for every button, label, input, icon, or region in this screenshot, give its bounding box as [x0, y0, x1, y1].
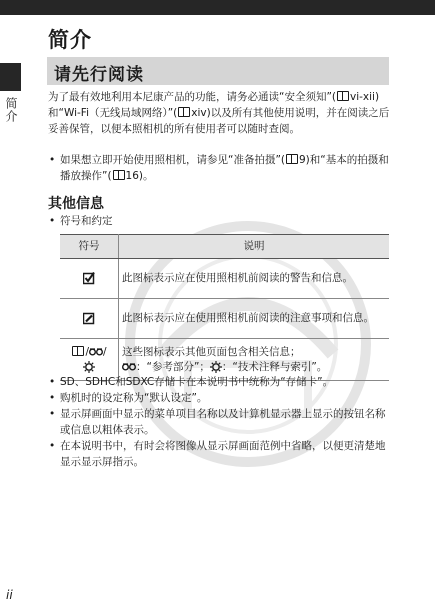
list-item: • 显示屏画面中显示的菜单项目名称以及计算机显示器上显示的按钮名称或信息以粗体表示。 — [48, 406, 390, 438]
table-row — [60, 299, 389, 339]
intro-text-1: 为了最有效地利用本尼康产品的功能，请务必通读“安全须知”( — [48, 91, 336, 103]
intro-paragraph — [48, 89, 390, 137]
section-title: 请先行阅读 — [54, 65, 144, 85]
symbols-bullet: • 符号和约定 — [48, 213, 390, 229]
col-desc-header: 说明 — [119, 235, 390, 259]
list-item: • 购机时的设定称为“默认设定”。 — [48, 390, 390, 406]
page-ref-icon — [178, 107, 190, 117]
glasses-reference-icon — [89, 347, 103, 356]
bullet-ref-1: 9 — [298, 154, 306, 166]
list-item: • SD、SDHC和SDXC存储卡在本说明书中统称为“存储卡”。 — [48, 374, 390, 390]
desc-line-2a: ：“参考部分”； — [136, 360, 210, 373]
table-row — [60, 259, 389, 299]
desc-line-2b: ：“技术注释与索引”。 — [221, 360, 328, 373]
technical-notes-icon — [210, 361, 222, 373]
page-ref-icon — [286, 154, 298, 164]
intro-ref-2: xiv — [191, 107, 207, 119]
page-title: 简介 — [48, 28, 92, 52]
symbols-table — [60, 234, 389, 381]
table-header-row — [60, 235, 389, 259]
technical-notes-icon — [83, 361, 95, 373]
page-ref-icon — [337, 91, 349, 101]
bullet-text-2: )和“基本的拍摄和播放操作”( — [60, 154, 389, 182]
intro-ref-1: vi-xii — [349, 91, 375, 103]
checkmark-icon — [83, 272, 95, 285]
side-tab-marker — [0, 63, 21, 91]
desc-cell: 此图标表示应在使用照相机前阅读的警告和信息。 — [119, 259, 390, 299]
pencil-note-icon — [83, 312, 95, 325]
side-tab-label: 简介 — [4, 97, 18, 123]
page-number: ii — [6, 588, 13, 602]
col-symbol-header: 符号 — [60, 235, 119, 259]
section-header — [47, 57, 389, 85]
page-ref-icon — [113, 170, 125, 180]
bullet-text-3: )。 — [138, 170, 154, 182]
desc-cell: 此图标表示应在使用照相机前阅读的注意事项和信息。 — [119, 299, 390, 339]
bullet-text-1: 如果想立即开始使用照相机，请参见“准备拍摄”( — [60, 154, 285, 166]
symbol-cell — [60, 299, 119, 339]
symbol-cell: / / — [60, 339, 119, 381]
page-ref-icon — [72, 346, 84, 356]
other-info-heading: 其他信息 — [48, 196, 104, 212]
glasses-reference-icon — [122, 362, 136, 371]
bullet-ref-2: 16 — [125, 170, 139, 182]
intro-text-2: )和“Wi-Fi（无线局域网络）”( — [48, 91, 380, 119]
intro-text-3: )以及所有其他使用说明，并在阅读之后妥善保管，以便本照相机的所有使用者可以随时查阅。 — [48, 107, 390, 135]
quick-start-bullet — [48, 152, 390, 184]
symbol-cell — [60, 259, 119, 299]
top-bar — [0, 0, 435, 15]
list-item: • 在本说明书中，有时会将图像从显示屏画面范例中省略，以便更清楚地显示显示屏指示。 — [48, 438, 390, 470]
desc-line-1: 这些图标表示其他页面包含相关信息； — [122, 345, 301, 358]
